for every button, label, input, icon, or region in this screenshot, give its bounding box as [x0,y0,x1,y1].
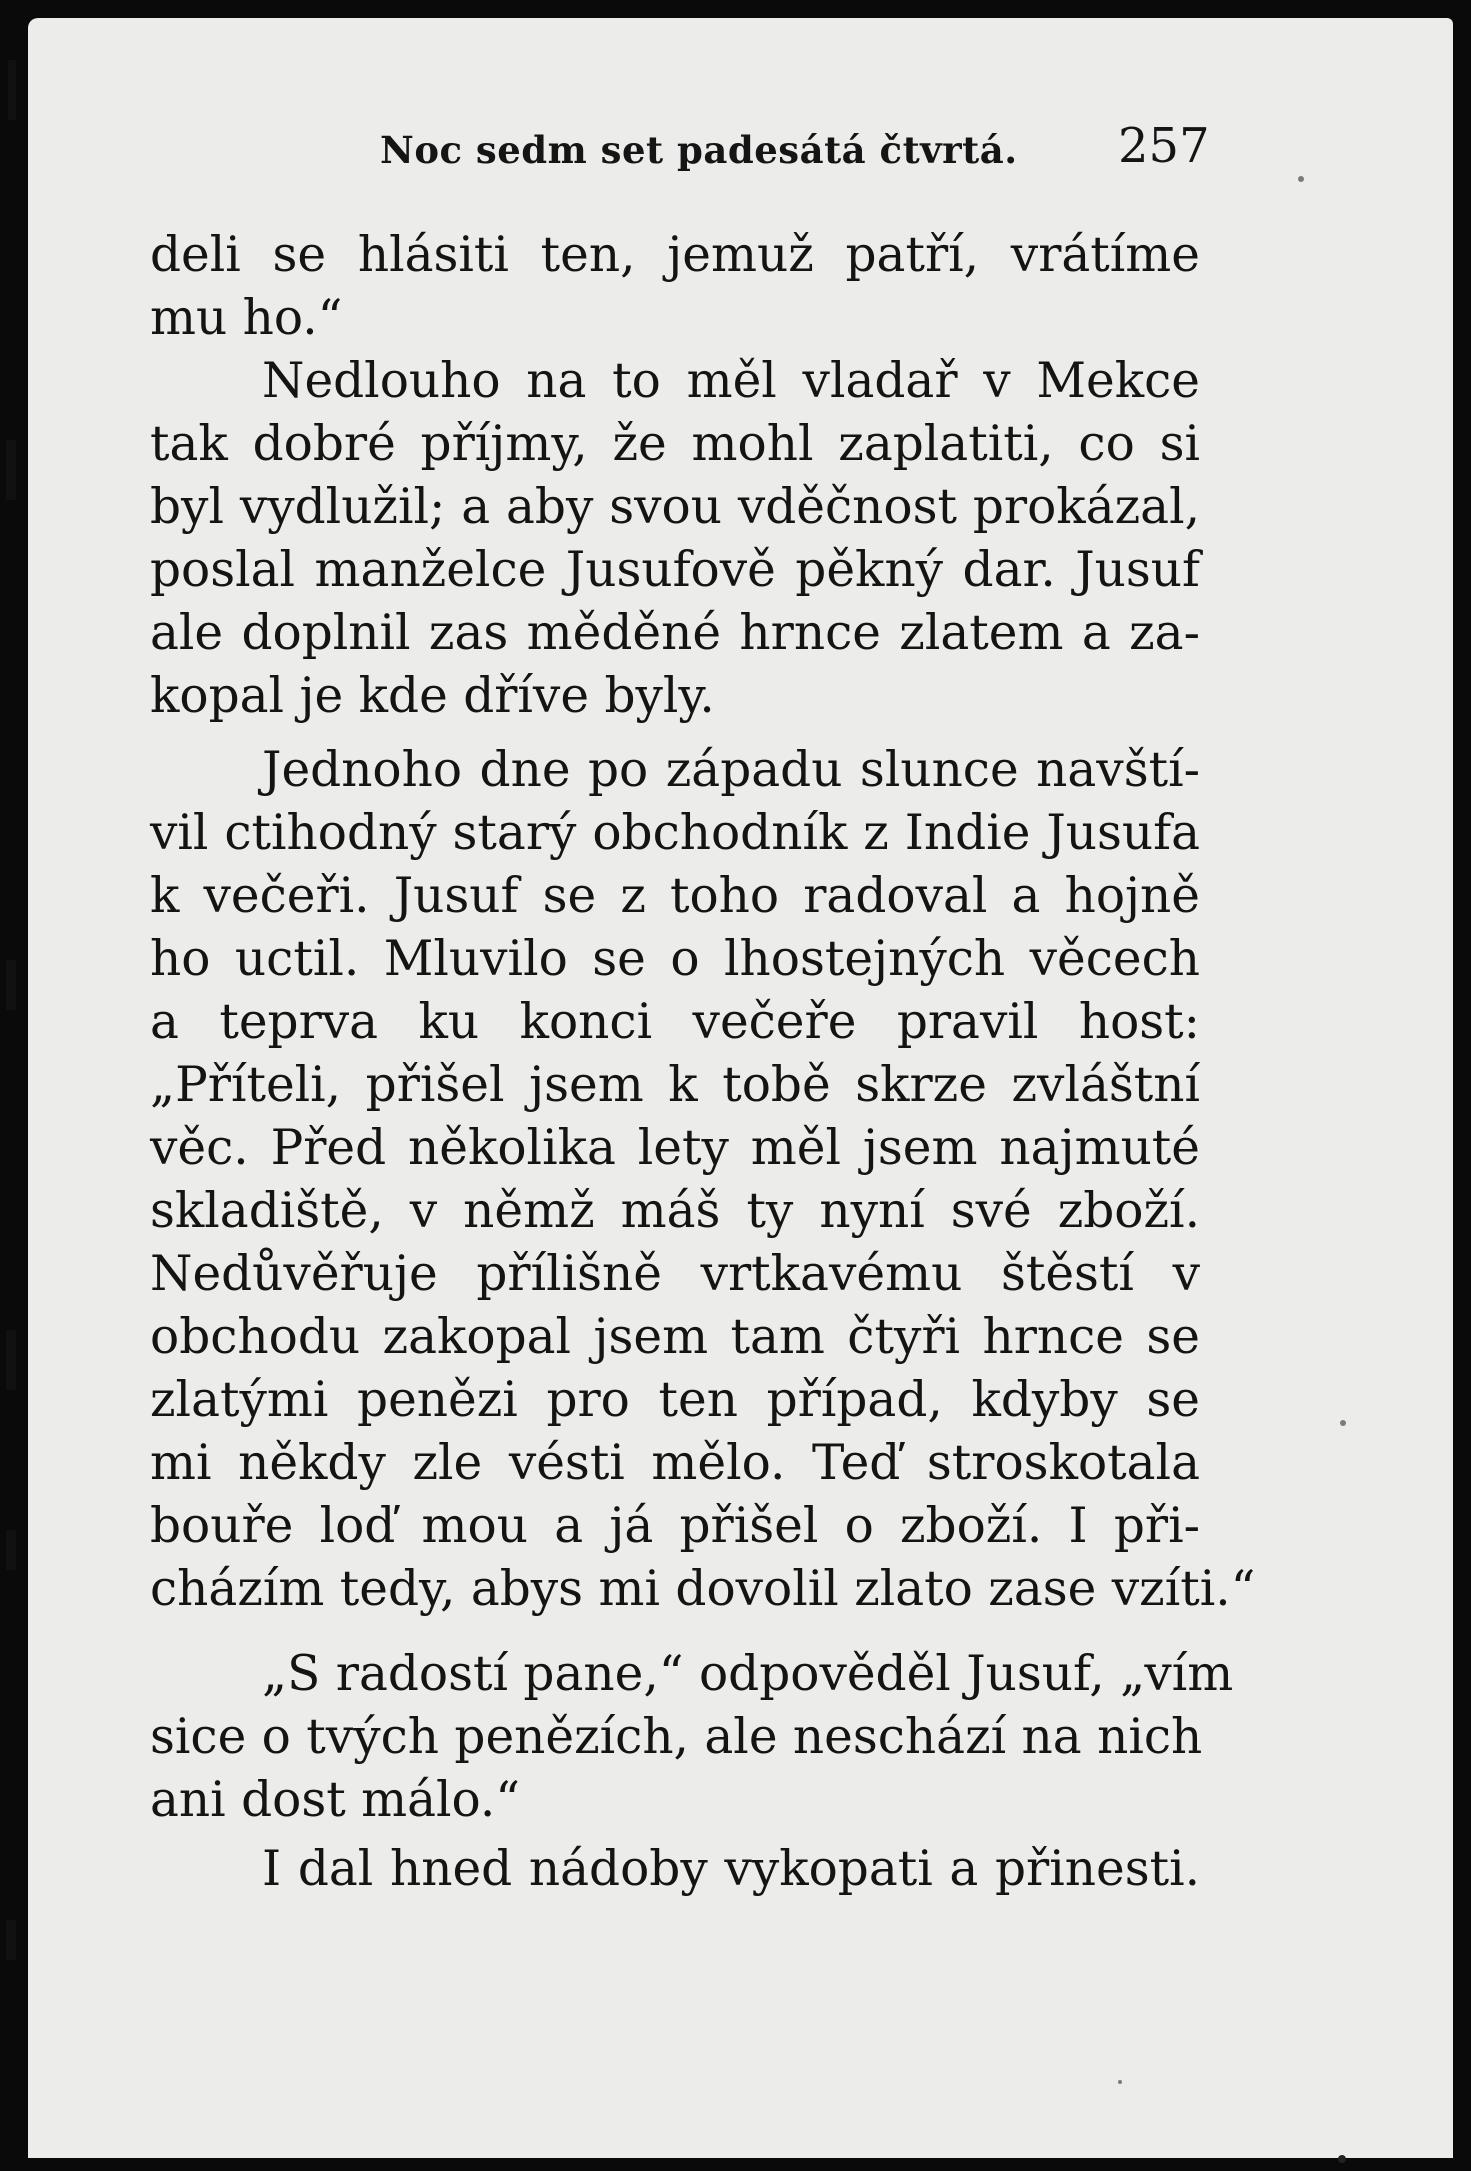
text-line: poslal manželce Jusufově pěkný dar. Jusuf [150,542,1200,598]
scan-speck [1338,2155,1346,2163]
binding-edge-mark [8,60,16,120]
text-line: bouře loď mou a já přišel o zboží. I při- [150,1498,1200,1554]
text-line: k večeři. Jusuf se z toho radoval a hojně [150,868,1200,924]
text-line: věc. Před několika lety měl jsem najmuté [150,1120,1200,1176]
text-line: tak dobré příjmy, že mohl zaplatiti, co si [150,416,1200,472]
text-line: Jednoho dne po západu slunce navští- [262,742,1200,798]
text-line: deli se hlásiti ten, jemuž patří, vrátíme [150,227,1200,283]
text-line: I dal hned nádoby vykopati a přinesti. [262,1841,1200,1897]
binding-edge-mark [6,960,16,1010]
text-line: cházím tedy, abys mi dovolil zlato zase vzíti.“ [150,1561,1256,1617]
text-line: ho uctil. Mluvilo se o lhostejných věcech [150,931,1200,987]
text-line: kopal je kde dříve byly. [150,668,715,724]
scan-speck [1118,2080,1122,2084]
scan-speck [1340,1420,1346,1426]
text-line: obchodu zakopal jsem tam čtyři hrnce se [150,1309,1200,1365]
scan-speck [1298,176,1304,182]
text-line: sice o tvých penězích, ale neschází na nich [150,1709,1203,1765]
text-line: Nedůvěřuje přílišně vrtkavému štěstí v [150,1246,1200,1302]
text-line: mi někdy zle vésti mělo. Teď stroskotala [150,1435,1200,1491]
binding-edge-mark [6,1330,16,1390]
binding-edge-mark [6,1530,16,1570]
text-line: skladiště, v němž máš ty nyní své zboží. [150,1183,1200,1239]
binding-edge-mark [6,1920,16,1960]
text-line: vil ctihodný starý obchodník z Indie Jusufa [150,805,1200,861]
text-line: ale doplnil zas měděné hrnce zlatem a za- [150,605,1200,661]
text-line: zlatými penězi pro ten případ, kdyby se [150,1372,1200,1428]
text-line: „S radostí pane,“ odpověděl Jusuf, „vím [262,1646,1234,1702]
text-line: a teprva ku konci večeře pravil host: [150,994,1200,1050]
running-head-title: Noc sedm set padesátá čtvrtá. [380,128,1018,172]
text-line: ani dost málo.“ [150,1772,521,1828]
binding-edge-mark [6,440,16,500]
text-line: byl vydlužil; a aby svou vděčnost prokázal, [150,479,1200,535]
page-number: 257 [1118,118,1210,174]
text-line: „Příteli, přišel jsem k tobě skrze zvláštní [150,1057,1200,1113]
text-line: Nedlouho na to měl vladař v Mekce [262,353,1200,409]
text-line: mu ho.“ [150,290,343,346]
